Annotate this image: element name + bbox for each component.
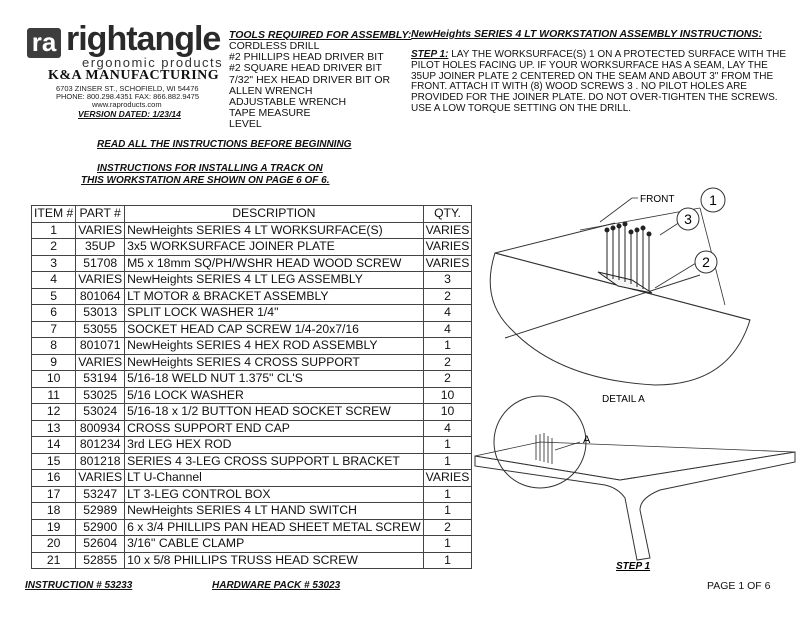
worksurface-outline — [490, 253, 750, 385]
item-number-cell: 2 — [32, 239, 76, 256]
part-number-cell: 53055 — [76, 321, 125, 338]
item-number-cell: 19 — [32, 519, 76, 536]
tool-item: #2 PHILLIPS HEAD DRIVER BIT — [229, 51, 384, 64]
item-number-cell: 18 — [32, 503, 76, 520]
item-number-cell: 21 — [32, 552, 76, 569]
instruction-number: INSTRUCTION # 53233 — [25, 580, 133, 591]
description-cell: NewHeights SERIES 4 LT HAND SWITCH — [125, 503, 424, 520]
l-desk-top — [475, 452, 795, 560]
step1-line: PILOT HOLES FACING UP. IF YOUR WORKSURFACE HAS A SEAM, LAY THE — [411, 59, 768, 71]
part-number-cell: 53025 — [76, 387, 125, 404]
step1-line: LAY THE WORKSURFACE(S) 1 ON A PROTECTED SURFACE WITH THE — [451, 49, 787, 60]
description-cell: SOCKET HEAD CAP SCREW 1/4-20x7/16 — [125, 321, 424, 338]
part-number-cell: VARIES — [76, 222, 125, 239]
part-number-cell: 801064 — [76, 288, 125, 305]
quantity-cell: VARIES — [423, 470, 472, 487]
tools-list — [229, 41, 390, 131]
part-number-cell: 800934 — [76, 420, 125, 437]
description-cell: CROSS SUPPORT END CAP — [125, 420, 424, 437]
quantity-cell: 1 — [423, 437, 472, 454]
item-number-cell: 12 — [32, 404, 76, 421]
hardware-pack: HARDWARE PACK # 53023 — [212, 580, 341, 591]
tool-item: ALLEN WRENCH — [229, 84, 313, 97]
item-number-cell: 14 — [32, 437, 76, 454]
step1-line: FRONT. ATTACH IT WITH (8) WOOD SCREWS 3 . NO PILOT HOLES ARE — [411, 81, 747, 93]
tool-item: TAPE MEASURE — [229, 107, 311, 120]
quantity-cell: VARIES — [423, 222, 472, 239]
read-all-note: READ ALL THE INSTRUCTIONS BEFORE BEGINNING — [97, 139, 352, 150]
front-label: FRONT — [640, 194, 675, 205]
quantity-cell: 1 — [423, 552, 472, 569]
tools-heading: TOOLS REQUIRED FOR ASSEMBLY: — [229, 29, 412, 41]
logo-mark: ra — [27, 28, 61, 58]
quantity-cell: 1 — [423, 338, 472, 355]
part-number-cell: 52900 — [76, 519, 125, 536]
part-number-cell: 53247 — [76, 486, 125, 503]
description-cell: 3/16'' CABLE CLAMP — [125, 536, 424, 553]
description-cell: 10 x 5/8 PHILLIPS TRUSS HEAD SCREW — [125, 552, 424, 569]
description-cell: 3x5 WORKSURFACE JOINER PLATE — [125, 239, 424, 256]
item-number-cell: 9 — [32, 354, 76, 371]
item-number-cell: 4 — [32, 272, 76, 289]
description-cell: NewHeights SERIES 4 CROSS SUPPORT — [125, 354, 424, 371]
item-number-cell: 20 — [32, 536, 76, 553]
item-number-cell: 11 — [32, 387, 76, 404]
callout-2-number: 2 — [702, 254, 710, 270]
quantity-cell: 4 — [423, 420, 472, 437]
header-qty: QTY. — [423, 206, 472, 223]
description-cell: 5/16 LOCK WASHER — [125, 387, 424, 404]
quantity-cell: 1 — [423, 503, 472, 520]
brand-name: rightangle — [66, 20, 221, 58]
part-number-cell: 801071 — [76, 338, 125, 355]
quantity-cell: VARIES — [423, 239, 472, 256]
callout-1-number: 1 — [709, 192, 717, 208]
description-cell: NewHeights SERIES 4 LT LEG ASSEMBLY — [125, 272, 424, 289]
item-number-cell: 6 — [32, 305, 76, 322]
part-number-cell: VARIES — [76, 272, 125, 289]
description-cell: 3rd LEG HEX ROD — [125, 437, 424, 454]
description-cell: LT U-Channel — [125, 470, 424, 487]
callout-3-leader — [660, 222, 680, 235]
step-caption: STEP 1 — [616, 561, 651, 572]
front-leader — [600, 198, 632, 222]
instructions-title: NewHeights SERIES 4 LT WORKSTATION ASSEMBLY INSTRUCTIONS: — [411, 28, 762, 40]
quantity-cell: 1 — [423, 453, 472, 470]
callout-2-leader — [655, 263, 696, 288]
description-cell: SERIES 4 3-LEG CROSS SUPPORT L BRACKET — [125, 453, 424, 470]
quantity-cell: 2 — [423, 519, 472, 536]
description-cell: M5 x 18mm SQ/PH/WSHR HEAD WOOD SCREW — [125, 255, 424, 272]
step1-line: PROVIDED FOR THE JOINER PLATE. DO NOT OVER-TIGHTEN THE SCREWS. — [411, 92, 778, 104]
part-number-cell: 801234 — [76, 437, 125, 454]
item-number-cell: 10 — [32, 371, 76, 388]
track-note-line1: INSTRUCTIONS FOR INSTALLING A TRACK ON — [97, 163, 323, 174]
page-number: PAGE 1 OF 6 — [707, 580, 771, 592]
quantity-cell: 1 — [423, 536, 472, 553]
header-part: PART # — [76, 206, 125, 223]
company-address: 6703 ZINSER ST., SCHOFIELD, WI 54476 — [56, 84, 199, 93]
version-date: VERSION DATED: 1/23/14 — [78, 109, 181, 119]
description-cell: SPLIT LOCK WASHER 1/4" — [125, 305, 424, 322]
tool-item: 7/32" HEX HEAD DRIVER BIT OR — [229, 73, 391, 86]
company-website: www.raproducts.com — [92, 100, 162, 109]
part-number-cell: 52604 — [76, 536, 125, 553]
description-cell: 6 x 3/4 PHILLIPS PAN HEAD SHEET METAL SCREW — [125, 519, 424, 536]
tool-item: LEVEL — [229, 118, 262, 131]
part-number-cell: 801218 — [76, 453, 125, 470]
quantity-cell: 2 — [423, 371, 472, 388]
quantity-cell: 2 — [423, 354, 472, 371]
detail-label: DETAIL A — [602, 394, 645, 405]
tool-item: #2 SQUARE HEAD DRIVER BIT — [229, 62, 382, 75]
item-number-cell: 5 — [32, 288, 76, 305]
item-number-cell: 3 — [32, 255, 76, 272]
header-item: ITEM # — [32, 206, 76, 223]
company-name: K&A MANUFACTURING — [48, 68, 220, 83]
step1-label: STEP 1: — [411, 49, 449, 60]
detail-marker: A — [583, 434, 591, 446]
quantity-cell: 4 — [423, 305, 472, 322]
item-number-cell: 7 — [32, 321, 76, 338]
item-number-cell: 17 — [32, 486, 76, 503]
seam-line — [505, 275, 700, 338]
assembly-figure — [400, 180, 808, 580]
quantity-cell: 2 — [423, 288, 472, 305]
part-number-cell: 51708 — [76, 255, 125, 272]
step1-line: 35UP JOINER PLATE 2 CENTERED ON THE SEAM AND ABOUT 3" FROM THE — [411, 70, 774, 82]
item-number-cell: 15 — [32, 453, 76, 470]
part-number-cell: 52855 — [76, 552, 125, 569]
callout-3-number: 3 — [684, 211, 692, 227]
quantity-cell: 4 — [423, 321, 472, 338]
part-number-cell: VARIES — [76, 354, 125, 371]
track-note-line2: THIS WORKSTATION ARE SHOWN ON PAGE 6 OF 6. — [81, 175, 330, 186]
item-number-cell: 1 — [32, 222, 76, 239]
part-number-cell: 35UP — [76, 239, 125, 256]
description-cell: LT MOTOR & BRACKET ASSEMBLY — [125, 288, 424, 305]
detail-screws — [536, 433, 552, 464]
part-number-cell: 53024 — [76, 404, 125, 421]
description-cell: NewHeights SERIES 4 LT WORKSURFACE(S) — [125, 222, 424, 239]
step1-text — [411, 50, 791, 115]
tool-item: CORDLESS DRILL — [229, 40, 320, 52]
item-number-cell: 8 — [32, 338, 76, 355]
part-number-cell: 53013 — [76, 305, 125, 322]
quantity-cell: VARIES — [423, 255, 472, 272]
description-cell: 5/16-18 WELD NUT 1.375" CL'S — [125, 371, 424, 388]
part-number-cell: VARIES — [76, 470, 125, 487]
description-cell: LT 3-LEG CONTROL BOX — [125, 486, 424, 503]
quantity-cell: 10 — [423, 387, 472, 404]
description-cell: 5/16-18 x 1/2 BUTTON HEAD SOCKET SCREW — [125, 404, 424, 421]
step1-line: USE A LOW TORQUE SETTING ON THE DRILL. — [411, 102, 632, 114]
company-phone: PHONE: 800.298.4351 FAX: 866.882.9475 — [56, 92, 200, 101]
quantity-cell: 10 — [423, 404, 472, 421]
quantity-cell: 3 — [423, 272, 472, 289]
brand-tagline: ergonomic products — [82, 55, 224, 70]
description-cell: NewHeights SERIES 4 HEX ROD ASSEMBLY — [125, 338, 424, 355]
front-edge — [495, 223, 615, 253]
quantity-cell: 1 — [423, 486, 472, 503]
item-number-cell: 13 — [32, 420, 76, 437]
tool-item: ADJUSTABLE WRENCH — [229, 96, 347, 109]
part-number-cell: 52989 — [76, 503, 125, 520]
item-number-cell: 16 — [32, 470, 76, 487]
l-desk-top-surface — [475, 442, 795, 480]
part-number-cell: 53194 — [76, 371, 125, 388]
header-description: DESCRIPTION — [125, 206, 424, 223]
